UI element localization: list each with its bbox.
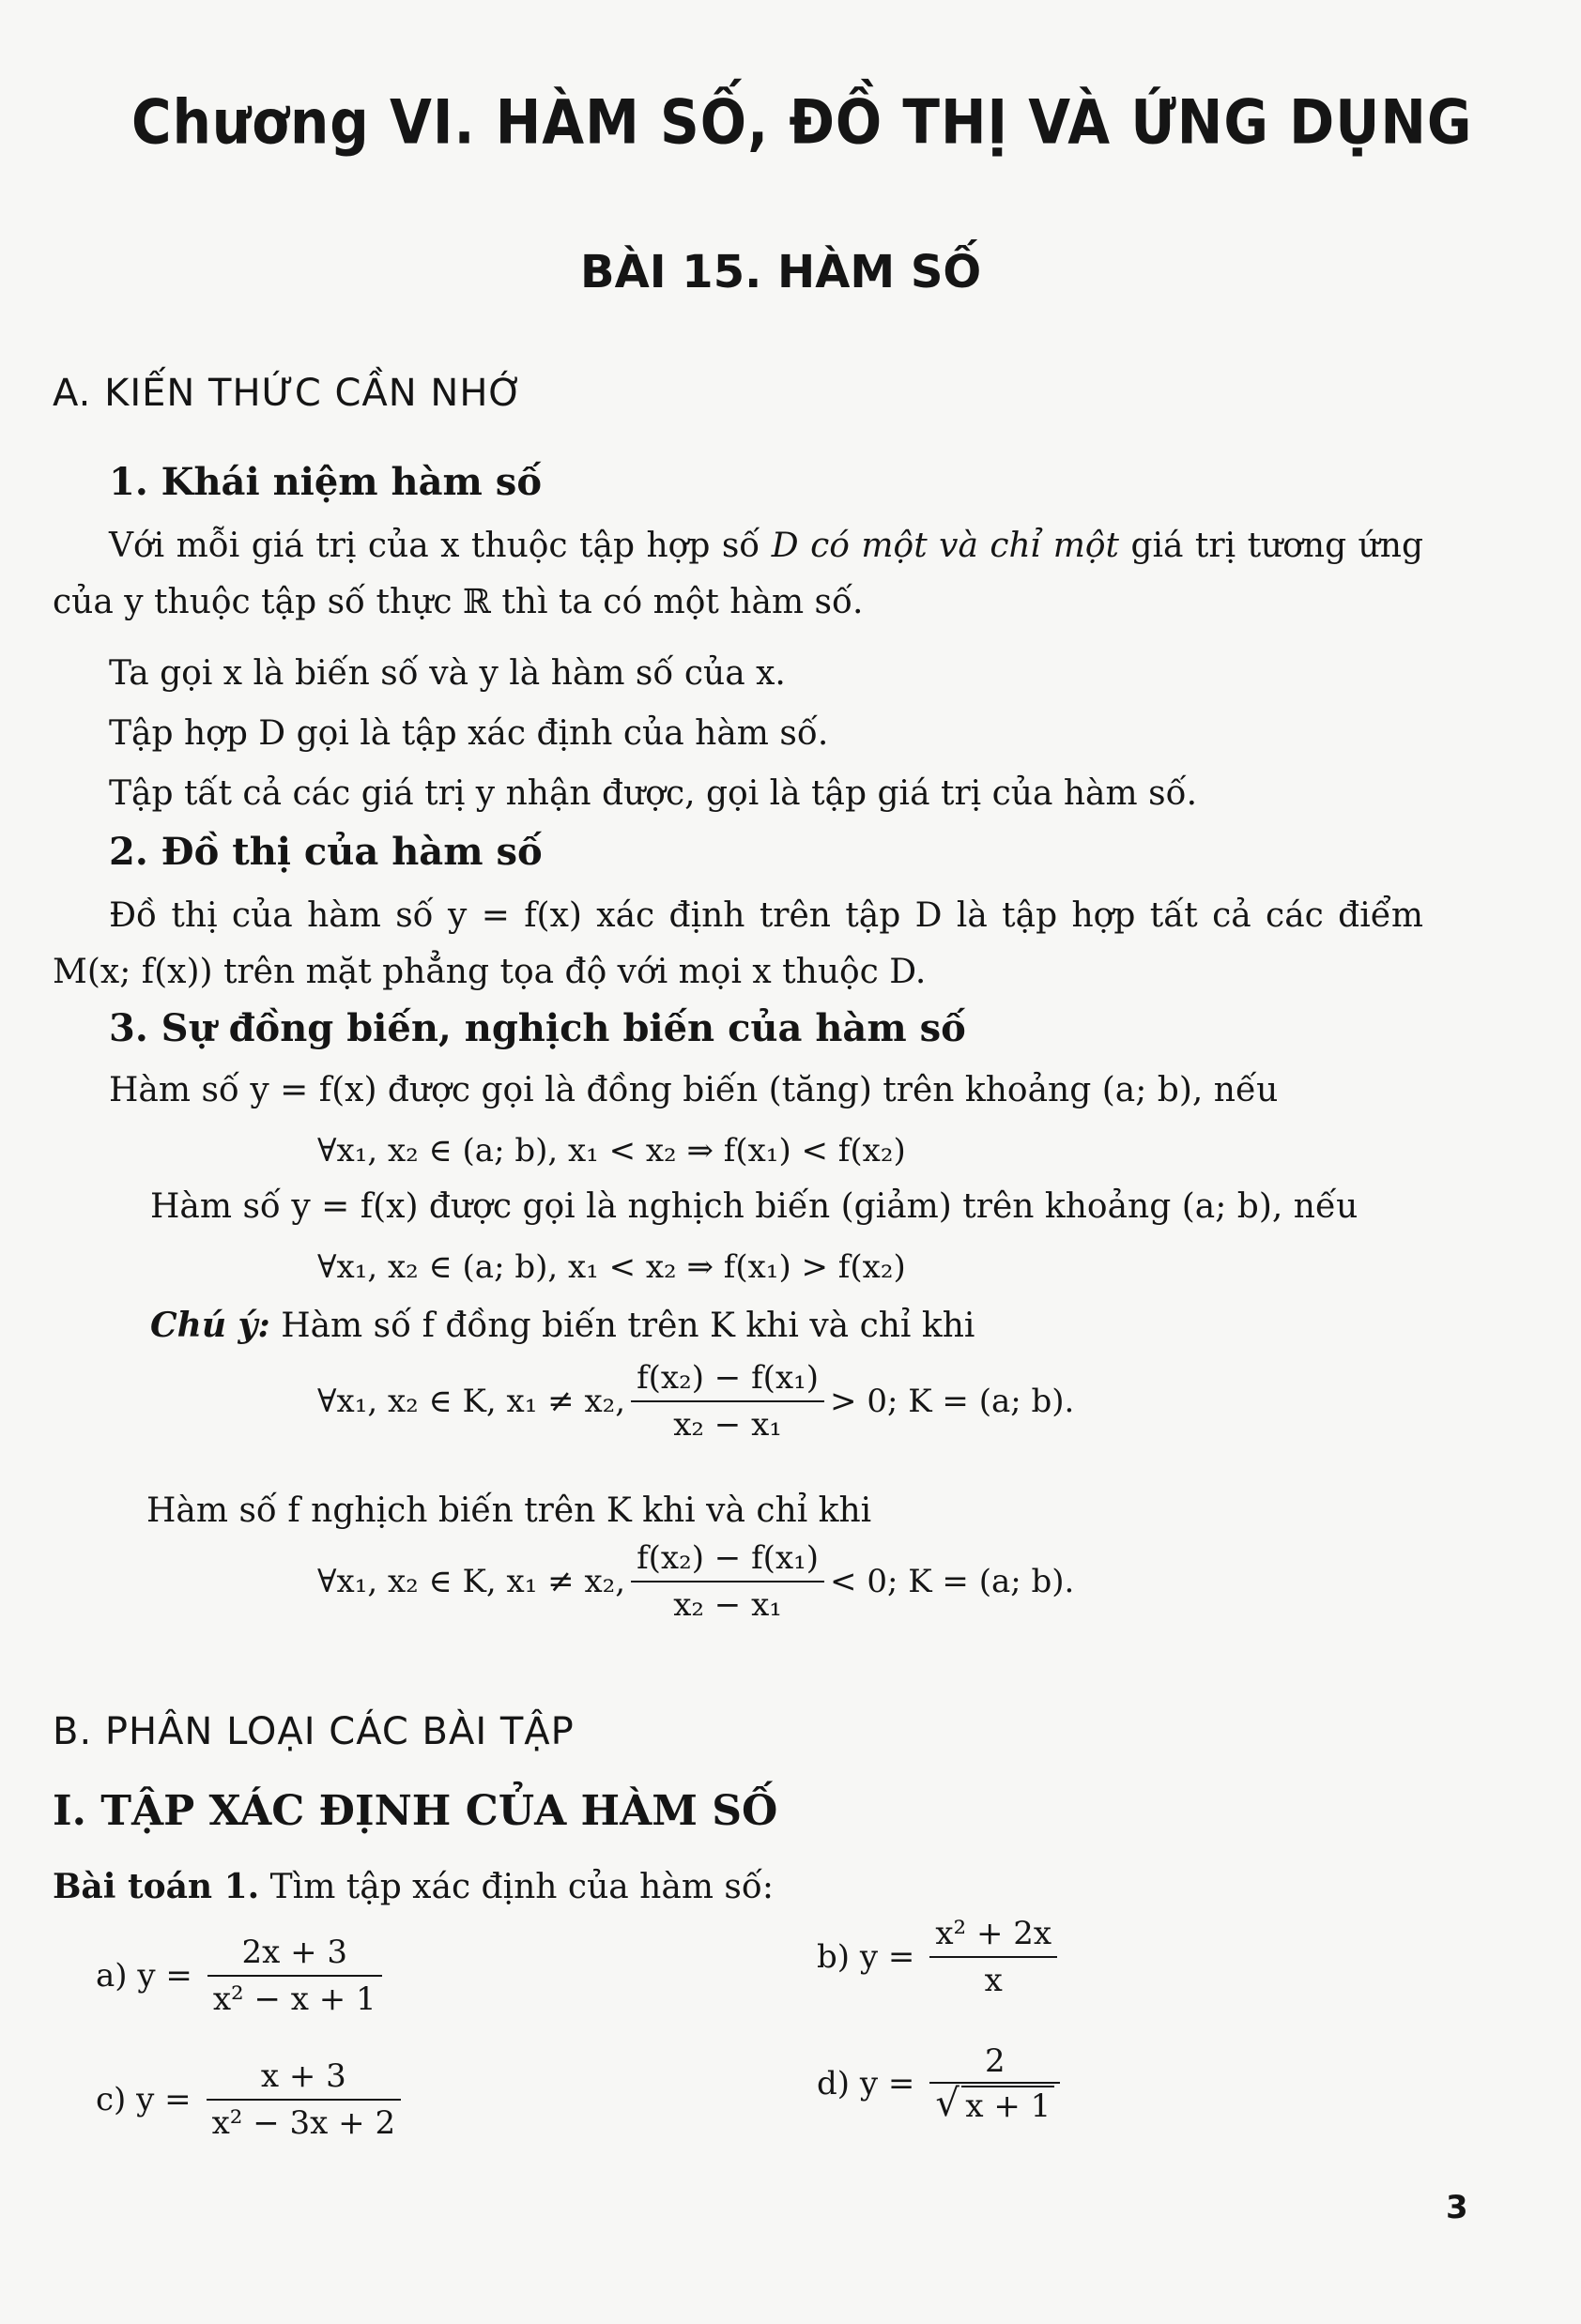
page-number: 3 [1446,2189,1468,2226]
s1-paragraph-2: Ta gọi x là biến số và y là hàm số của x. [109,654,786,693]
subsection-2-heading: 2. Đồ thị của hàm số [109,830,543,874]
exercise-b [817,1915,1063,1999]
f3-numerator: f(x₂) − f(x₁) [631,1359,824,1402]
s3-paragraph-2: Hàm số y = f(x) được gọi là nghịch biến (giảm) trên khoảng (a; b), nếu [150,1187,1358,1226]
problem-1-text: Tìm tập xác định của hàm số: [259,1868,775,1906]
f4-denominator: x₂ − x₁ [673,1586,782,1624]
section-a-heading: A. KIẾN THỨC CẦN NHỚ [53,372,524,415]
exercise-b-fraction [929,1915,1057,1999]
part-1-heading: I. TẬP XÁC ĐỊNH CỦA HÀM SỐ [53,1787,778,1835]
problem-1-label: Bài toán 1. [53,1867,260,1906]
subsection-1-heading: 1. Khái niệm hàm số [109,460,542,504]
note-line [150,1297,975,1354]
s3-paragraph-3: Hàm số f nghịch biến trên K khi và chỉ khi [146,1491,872,1530]
chapter-title: Chương VI. HÀM SỐ, ĐỒ THỊ VÀ ỨNG DỤNG [131,86,1473,159]
sqrt-glyph: √ [935,2082,959,2125]
note-text: Hàm số f đồng biến trên K khi và chỉ khi [269,1307,975,1345]
exercise-a-denominator: x² − x + 1 [212,1980,376,2018]
s1-p1-part-c: giá trị tương ứng của y thuộc tập số thực ℝ thì ta có một hàm số. [53,527,1424,621]
exercise-c-denominator: x² − 3x + 2 [211,2104,396,2142]
f3-fraction [631,1359,824,1444]
decreasing-ratio-formula [317,1539,1074,1624]
exercise-d-fraction [929,2042,1060,2125]
exercise-b-label: b) y = [817,1938,915,1976]
f3-suffix: > 0; K = (a; b). [830,1383,1075,1420]
f4-fraction [631,1539,824,1624]
exercise-d-label: d) y = [817,2065,915,2102]
s2-paragraph-1: Đồ thị của hàm số y = f(x) xác định trên tập D là tập hợp tất cả các điểm M(x; f(x)) trên mặt phẳng tọa độ với mọi x thuộc D. [53,896,1423,991]
increasing-ratio-formula [317,1359,1074,1444]
exercise-a-numerator: 2x + 3 [207,1934,382,1977]
section-b-heading: B. PHÂN LOẠI CÁC BÀI TẬP [53,1710,575,1753]
s1-paragraph-4: Tập tất cả các giá trị y nhận được, gọi là tập giá trị của hàm số. [109,774,1198,813]
lesson-title: BÀI 15. HÀM SỐ [580,246,982,298]
s1-paragraph-3: Tập hợp D gọi là tập xác định của hàm số. [109,714,829,753]
exercise-a [96,1934,388,2018]
exercise-a-label: a) y = [96,1957,192,1995]
problem-1-statement [53,1858,774,1916]
exercise-c [96,2057,407,2142]
s1-p1-part-b: D có một và chỉ một [771,527,1119,565]
exercise-d-numerator: 2 [984,2042,1005,2080]
note-label: Chú ý: [150,1306,270,1345]
s1-paragraph-1 [53,518,1423,631]
f4-numerator: f(x₂) − f(x₁) [631,1539,824,1582]
decreasing-condition-formula: ∀x₁, x₂ ∈ (a; b), x₁ < x₂ ⇒ f(x₁) > f(x₂) [317,1248,906,1286]
f3-denominator: x₂ − x₁ [673,1406,782,1444]
f4-prefix: ∀x₁, x₂ ∈ K, x₁ ≠ x₂, [317,1563,626,1600]
s3-paragraph-1: Hàm số y = f(x) được gọi là đồng biến (tăng) trên khoảng (a; b), nếu [109,1071,1279,1109]
exercise-a-fraction [207,1934,382,2018]
s1-p1-part-a: Với mỗi giá trị của x thuộc tập hợp số [109,527,772,565]
f4-suffix: < 0; K = (a; b). [830,1563,1075,1600]
exercise-b-denominator: x [984,1962,1003,1999]
exercise-d [817,2042,1066,2125]
square-root-symbol [935,2082,1054,2125]
subsection-3-heading: 3. Sự đồng biến, nghịch biến của hàm số [109,1006,966,1050]
increasing-condition-formula: ∀x₁, x₂ ∈ (a; b), x₁ < x₂ ⇒ f(x₁) < f(x₂) [317,1132,906,1170]
sqrt-radicand: x + 1 [961,2086,1054,2125]
exercise-c-fraction [207,2057,401,2142]
exercise-c-numerator: x + 3 [207,2057,401,2101]
exercise-d-denominator [929,2082,1060,2125]
f3-prefix: ∀x₁, x₂ ∈ K, x₁ ≠ x₂, [317,1383,626,1420]
exercise-b-numerator: x² + 2x [929,1915,1057,1958]
exercise-c-label: c) y = [96,2081,192,2118]
